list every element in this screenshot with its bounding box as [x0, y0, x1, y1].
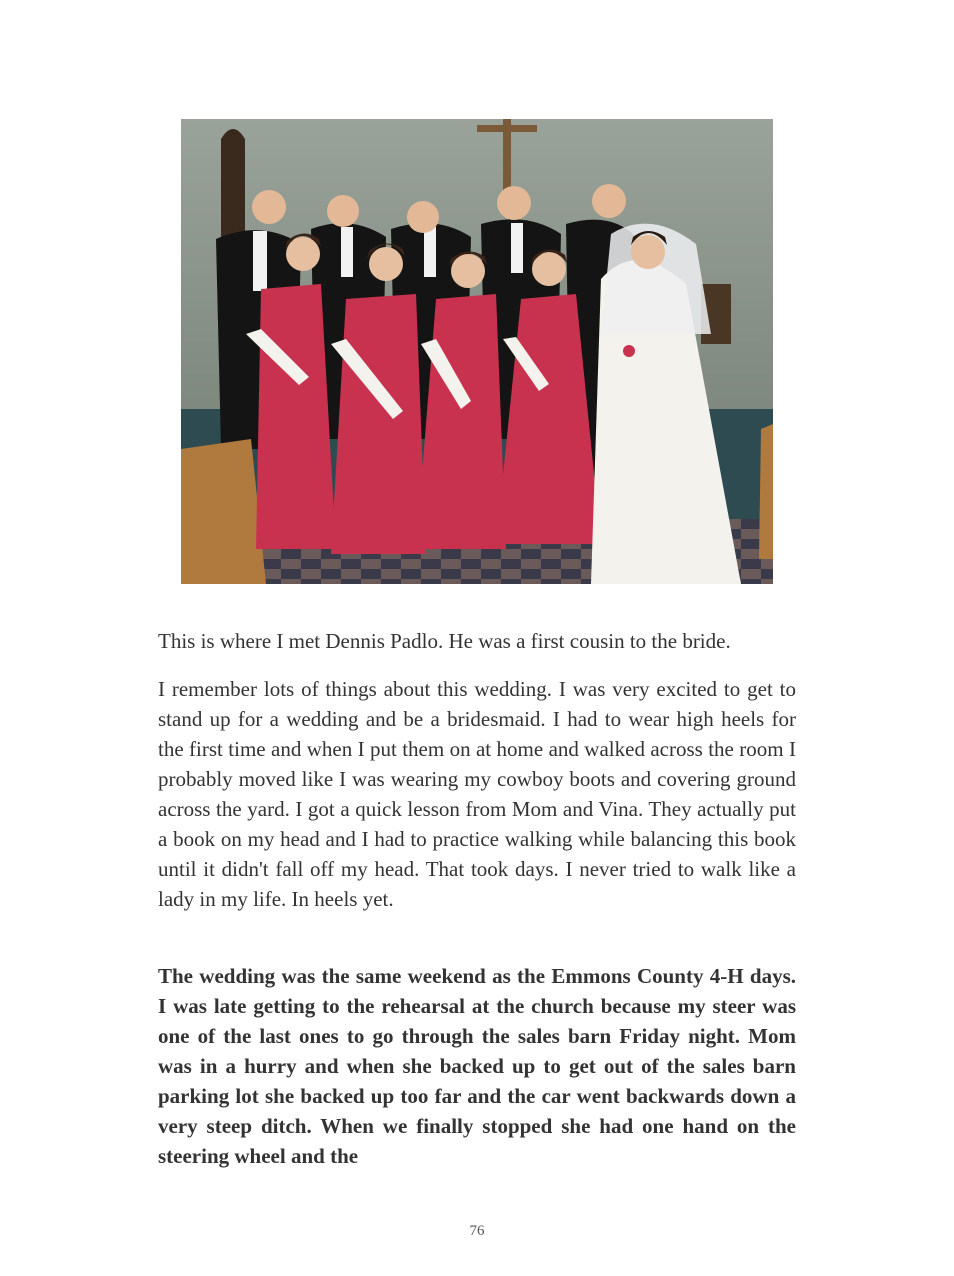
- body-paragraph-2: The wedding was the same weekend as the Emmons County 4-H days. I was late getting to the rehearsal at the church because my steer was one of the last ones to go through the sales barn Friday night. Mom was in a hurry and when she backed up to get out of the sales barn parking lot she backed up too far and the car went backwards down a very steep ditch. When we finally stopped she had one hand on the steering wheel and the: [158, 964, 796, 1168]
- body-paragraph-1: I remember lots of things about this wedding. I was very excited to get to stand up for a wedding and be a bridesmaid. I had to wear high heels for the first time and when I put them on at home and walked across the room I probably moved like I was wearing my cowboy boots and covering ground across the yard. I got a quick lesson from Mom and Vina. They actually put a book on my head and I had to practice walking while balancing this book until it didn't fall off my head. That took days. I never tried to walk like a lady in my life. In heels yet.: [158, 677, 796, 911]
- wedding-photo-illustration: [181, 119, 773, 584]
- page-number: 76: [469, 1223, 485, 1239]
- wedding-party-photo: [181, 119, 773, 584]
- photo-caption: This is where I met Dennis Padlo. He was a first cousin to the bride.: [158, 629, 731, 653]
